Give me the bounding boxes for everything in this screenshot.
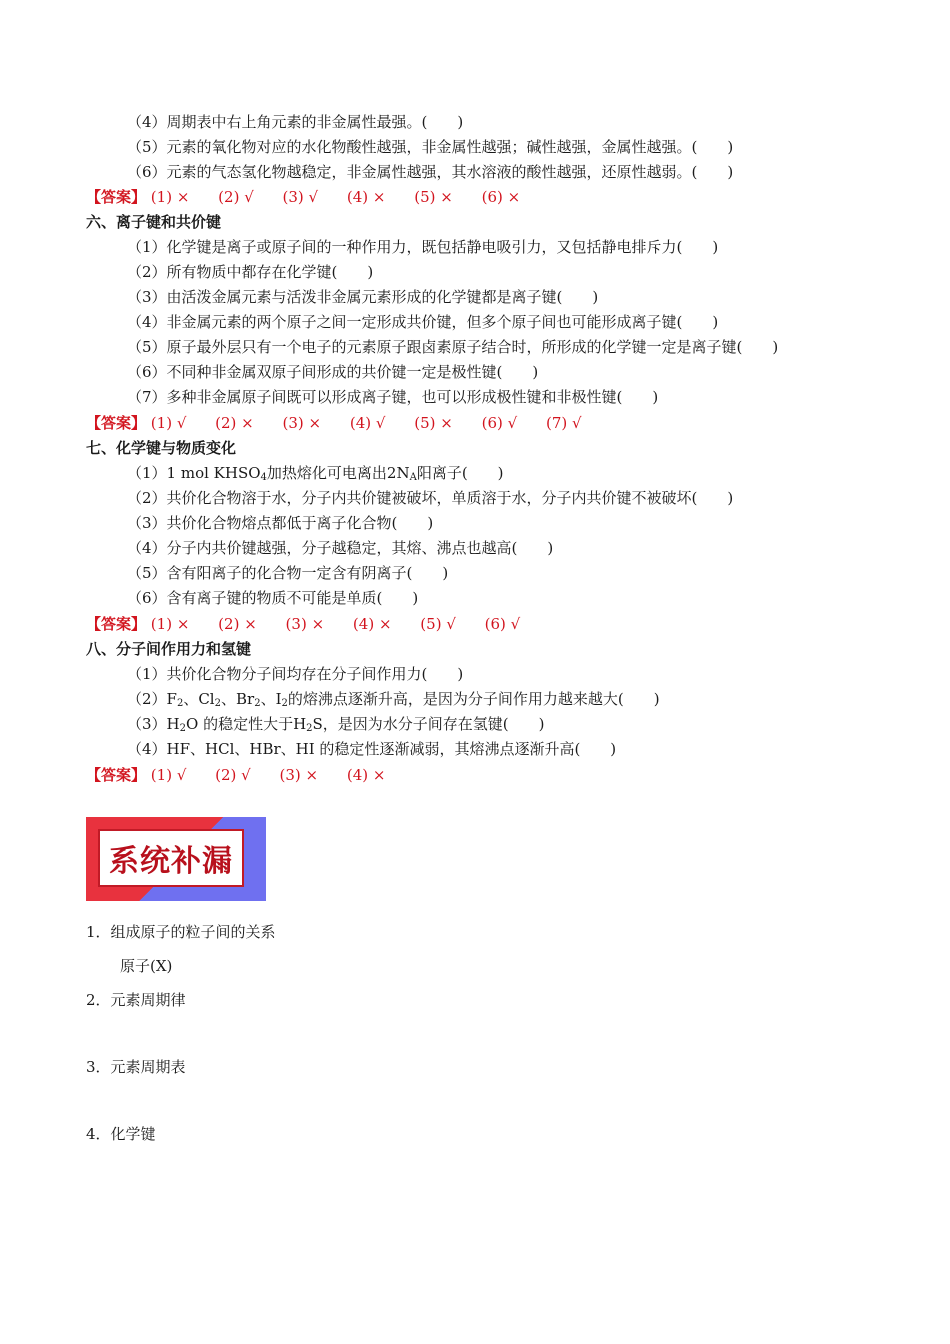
answer-label: 【答案】	[86, 766, 147, 784]
summary-heading: 1．组成原子的粒子间的关系	[86, 923, 276, 941]
question-line: （5）原子最外层只有一个电子的元素原子跟卤素原子结合时，所形成的化学键一定是离子键( )	[127, 338, 779, 356]
text-run: 、Br	[220, 690, 255, 708]
question-line: （1）化学键是离子或原子间的一种作用力，既包括静电吸引力，又包括静电排斥力( )	[127, 238, 719, 256]
text-run: （3）H	[127, 715, 180, 733]
summary-line: 原子(X)	[120, 957, 173, 975]
answer-value: (4) √	[349, 414, 386, 432]
answer-label: 【答案】	[86, 414, 147, 432]
subscript: A	[409, 472, 417, 483]
answer-value: (2) ×	[215, 414, 254, 432]
text-run: （1）1 mol KHSO	[127, 464, 261, 482]
question-line	[127, 714, 545, 739]
answer-value: (5) ×	[414, 414, 453, 432]
answer-value: (4) ×	[352, 615, 392, 633]
question-line: （6）元素的气态氢化物越稳定，非金属性越强，其水溶液的酸性越强，还原性越弱。( )	[127, 163, 734, 181]
answer-line	[86, 765, 409, 785]
answer-value: (5) ×	[414, 188, 453, 206]
section-heading: 八、分子间作用力和氢键	[86, 640, 252, 658]
banner-inner	[98, 829, 244, 887]
question-line: （3）共价化合物熔点都低于离子化合物( )	[127, 514, 434, 532]
question-line: （4）分子内共价键越强，分子越稳定，其熔、沸点也越高( )	[127, 539, 554, 557]
subscript: 2	[281, 698, 288, 709]
subscript: 2	[179, 723, 186, 734]
subscript: 2	[306, 723, 313, 734]
answer-value: (3) ×	[282, 414, 322, 432]
question-line: （6）含有离子键的物质不可能是单质( )	[127, 589, 419, 607]
question-line: （1）共价化合物分子间均存在分子间作用力( )	[127, 665, 464, 683]
question-line: （4）HF、HCl、HBr、HI 的稳定性逐渐减弱，其熔沸点逐渐升高( )	[127, 740, 617, 758]
question-line: （4）非金属元素的两个原子之间一定形成共价键，但多个原子间也可能形成离子键( )	[127, 313, 719, 331]
answer-label: 【答案】	[86, 188, 147, 206]
answer-value: (1) ×	[150, 615, 190, 633]
text-run: 、Cl	[183, 690, 215, 708]
question-line: （3）由活泼金属元素与活泼非金属元素形成的化学键都是离子键( )	[127, 288, 599, 306]
answer-value: (2) ×	[218, 615, 257, 633]
question-line: （6）不同种非金属双原子间形成的共价键一定是极性键( )	[127, 363, 539, 381]
answer-value: (7) √	[546, 414, 582, 432]
section-heading: 六、离子键和共价键	[86, 213, 222, 231]
answer-value: (2) √	[218, 188, 254, 206]
answer-label: 【答案】	[86, 615, 147, 633]
answer-value: (3) √	[282, 188, 319, 206]
answer-value: (3) ×	[279, 766, 319, 784]
subscript: 2	[176, 698, 184, 709]
answer-value: (4) ×	[346, 766, 386, 784]
text-run: 的熔沸点逐渐升高，是因为分子间作用力越来越大( )	[287, 690, 660, 708]
text-run: （2）F	[127, 690, 177, 708]
answer-value: (6) √	[484, 615, 521, 633]
text-run: 加热熔化可电离出2N	[266, 464, 410, 482]
answer-value: (5) √	[420, 615, 456, 633]
question-line: （2）所有物质中都存在化学键( )	[127, 263, 374, 281]
subscript: 2	[254, 698, 261, 709]
text-run: S，是因为水分子间存在氢键( )	[312, 715, 545, 733]
answer-value: (1) ×	[150, 188, 190, 206]
question-line: （5）元素的氧化物对应的水化物酸性越强，非金属性越强；碱性越强，金属性越强。( )	[127, 138, 734, 156]
text-run: O 的稳定性大于H	[186, 715, 307, 733]
answer-value: (1) √	[150, 414, 187, 432]
section-heading: 七、化学键与物质变化	[86, 439, 237, 457]
answer-value: (1) √	[150, 766, 187, 784]
answer-value: (6) ×	[481, 188, 521, 206]
answer-line	[86, 413, 606, 433]
summary-heading: 4．化学键	[86, 1125, 156, 1143]
answer-line	[86, 187, 544, 207]
answer-value: (4) ×	[346, 188, 386, 206]
question-line: （7）多种非金属原子间既可以形成离子键，也可以形成极性键和非极性键( )	[127, 388, 659, 406]
question-line: （2）共价化合物溶于水，分子内共价键被破坏，单质溶于水，分子内共价键不被破坏( )	[127, 489, 734, 507]
section-banner	[86, 817, 266, 901]
answer-value: (3) ×	[285, 615, 325, 633]
text-run: 、I	[260, 690, 282, 708]
answer-value: (6) √	[481, 414, 518, 432]
answer-value: (2) √	[215, 766, 251, 784]
question-line: （5）含有阳离子的化合物一定含有阴离子( )	[127, 564, 449, 582]
answer-line	[86, 614, 544, 634]
subscript: 2	[214, 698, 221, 709]
text-run: 阳离子( )	[416, 464, 504, 482]
summary-heading: 2．元素周期律	[86, 991, 186, 1009]
question-line	[127, 463, 504, 488]
question-line: （4）周期表中右上角元素的非金属性最强。( )	[127, 113, 464, 131]
question-line	[127, 689, 660, 714]
subscript: 4	[260, 472, 267, 483]
summary-heading: 3．元素周期表	[86, 1058, 186, 1076]
banner-title: 系统补漏	[109, 844, 233, 879]
